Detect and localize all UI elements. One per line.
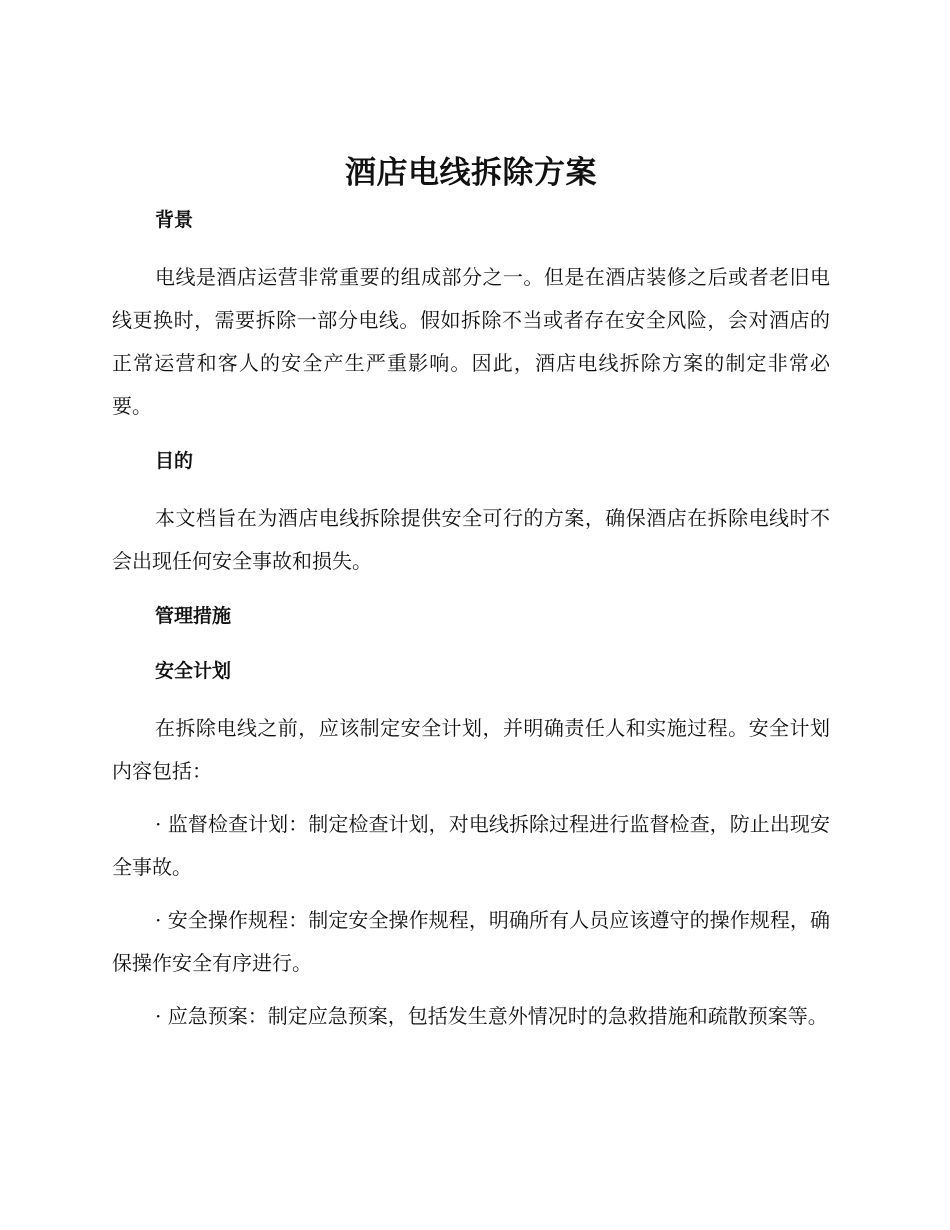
paragraph-background: 电线是酒店运营非常重要的组成部分之一。但是在酒店装修之后或者老旧电线更换时，需要拆除一部分电线。假如拆除不当或者存在安全风险，会对酒店的正常运营和客人的安全产生严重影响。因此，酒店电线拆除方案的制定非常必要。 — [112, 265, 830, 418]
section-heading-purpose: 目的 — [155, 450, 194, 472]
document-title: 酒店电线拆除方案 — [345, 155, 597, 191]
section-heading-management: 管理措施 — [155, 605, 232, 627]
section-heading-safety-plan: 安全计划 — [155, 660, 232, 682]
document-page — [112, 148, 830, 1038]
section-heading-background: 背景 — [155, 209, 194, 231]
list-item-operating-rules: · 安全操作规程：制定安全操作规程，明确所有人员应该遵守的操作规程，确保操作安全有序进行。 — [112, 908, 830, 975]
paragraph-safety-plan: 在拆除电线之前，应该制定安全计划，并明确责任人和实施过程。安全计划内容包括： — [112, 716, 830, 783]
list-item-inspection-plan: · 监督检查计划：制定检查计划，对电线拆除过程进行监督检查，防止出现安全事故。 — [112, 812, 830, 879]
list-item-emergency-plan: · 应急预案：制定应急预案，包括发生意外情况时的急救措施和疏散预案等。 — [155, 1004, 828, 1028]
paragraph-purpose: 本文档旨在为酒店电线拆除提供安全可行的方案，确保酒店在拆除电线时不会出现任何安全事故和损失。 — [112, 506, 830, 573]
